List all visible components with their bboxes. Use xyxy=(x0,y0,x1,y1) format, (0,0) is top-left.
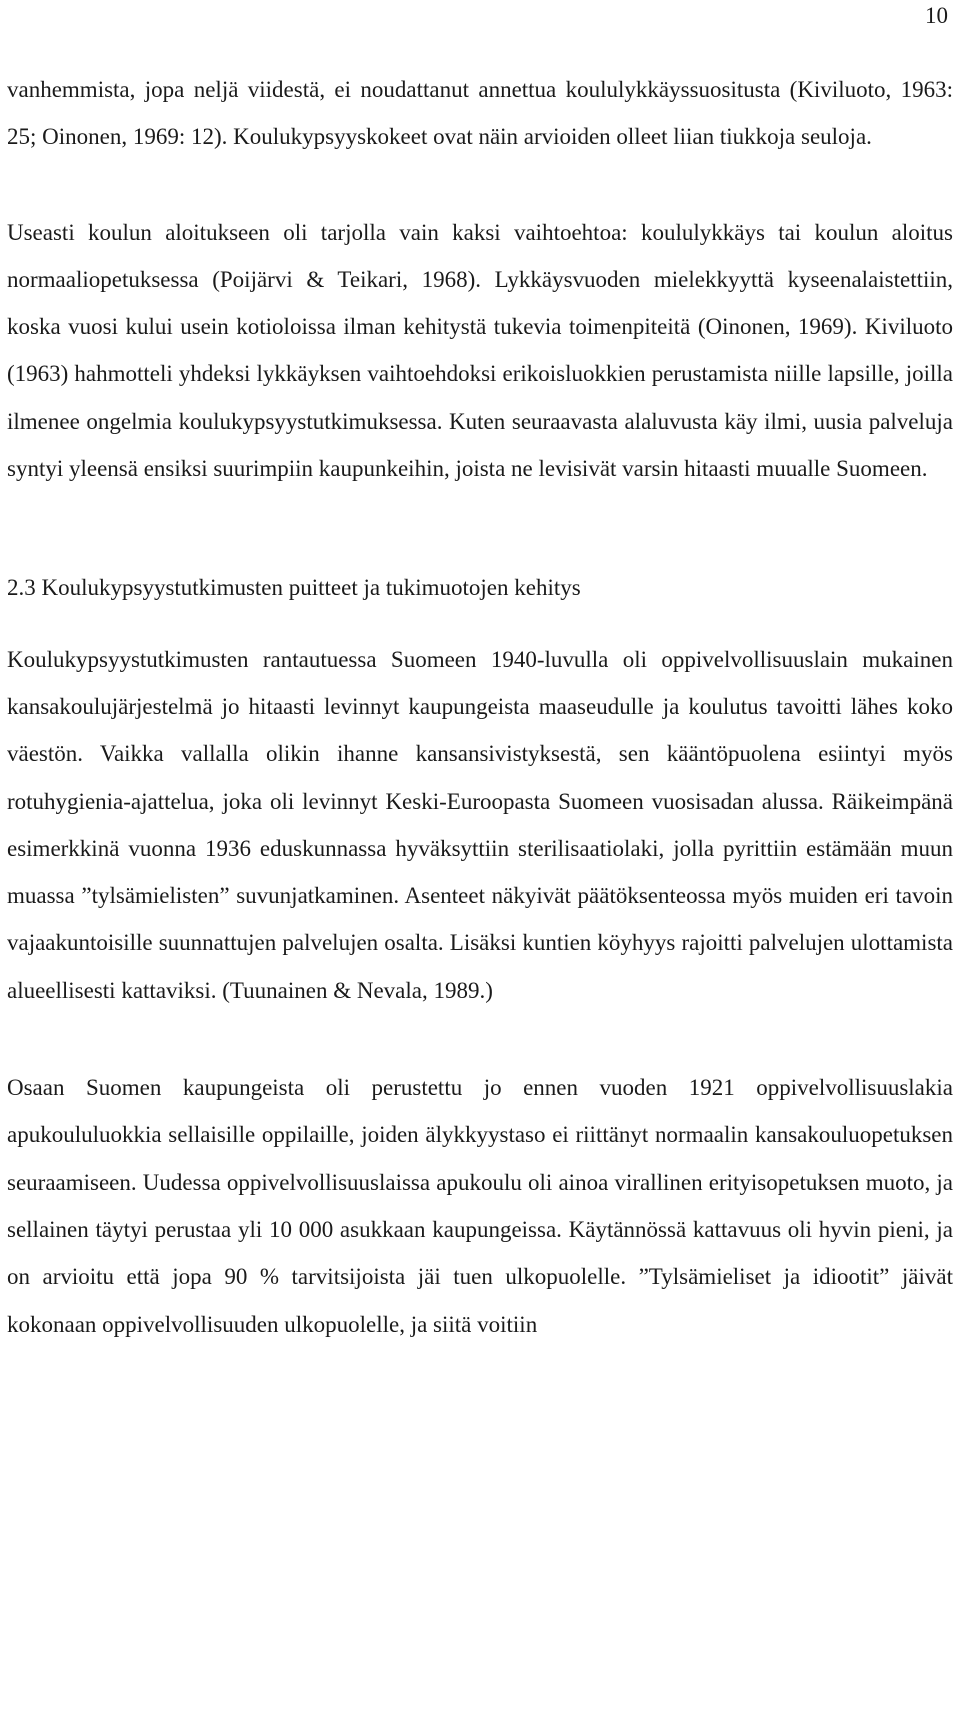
heading-spacer xyxy=(7,612,953,636)
document-body xyxy=(7,66,953,1348)
section-spacer xyxy=(7,492,953,564)
section-heading: 2.3 Koulukypsyystutkimusten puitteet ja tukimuotojen kehitys xyxy=(7,575,581,601)
paragraph-1: vanhemmista, jopa neljä viidestä, ei noudattanut annettua koululykkäyssuositusta (Kiviluoto, 1963: 25; Oinonen, 1969: 12). Koulukypsyyskokeet ovat näin arvioiden olleet liian tiukkoja seuloja. xyxy=(7,77,953,150)
paragraph-4: Osaan Suomen kaupungeista oli perustettu jo ennen vuoden 1921 oppivelvollisuuslakia apukoululuokkia sellaisille oppilaille, joiden älykkyystaso ei riittänyt normaalin kansakouluopetuksen seuraamiseen. Uudessa oppivelvollisuuslaissa apukoulu oli ainoa virallinen erityisopetuksen muoto, ja sellainen täytyi perustaa yli 10 000 asukkaan kaupungeissa. Käytännössä kattavuus oli hyvin pieni, ja on arvioitu että jopa 90 % tarvitsijoista jäi tuen ulkopuolelle. ”Tylsämieliset ja idiootit” jäivät kokonaan oppivelvollisuuden ulkopuolelle, ja siitä voitiin xyxy=(7,1075,953,1337)
paragraph-spacer xyxy=(7,161,953,209)
paragraph-spacer xyxy=(7,1014,953,1064)
paragraph-2: Useasti koulun aloitukseen oli tarjolla vain kaksi vaihtoehtoa: koululykkäys tai koulun aloitus normaaliopetuksessa (Poijärvi & Teikari, 1968). Lykkäysvuoden mielekkyyttä kyseenalaistettiin, koska vuosi kului usein kotioloissa ilman kehitystä tukevia toimenpiteitä (Oinonen, 1969). Kiviluoto (1963) hahmotteli yhdeksi lykkäyksen vaihtoehdoksi erikoisluokkien perustamista niille lapsille, joilla ilmenee ongelmia koulukypsyystutkimuksessa. Kuten seuraavasta alaluvusta käy ilmi, uusia palveluja syntyi yleensä ensiksi suurimpiin kaupunkeihin, joista ne levisivät varsin hitaasti muualle Suomeen. xyxy=(7,219,953,482)
page-number: 10 xyxy=(925,3,948,28)
paragraph-3: Koulukypsyystutkimusten rantautuessa Suomeen 1940-luvulla oli oppivelvollisuuslain mukainen kansakoulujärjestelmä jo hitaasti levinnyt kaupungeista maaseudulle ja koulutus tavoitti lähes koko väestön. Vaikka vallalla olikin ihanne kansansivistyksestä, sen kääntöpuolena esiintyi myös rotuhygienia-ajattelua, joka oli levinnyt Keski-Euroopasta Suomeen vuosisadan alussa. Räikeimpänä esimerkkinä vuonna 1936 eduskunnassa hyväksyttiin sterilisaatiolaki, jolla pyrittiin estämään muun muassa ”tylsämielisten” suvunjatkaminen. Asenteet näkyivät päätöksenteossa myös muiden eri tavoin vajaakuntoisille suunnattujen palvelujen osalta. Lisäksi kuntien köyhyys rajoitti palvelujen ulottamista alueellisesti kattaviksi. (Tuunainen & Nevala, 1989.) xyxy=(7,646,953,1003)
